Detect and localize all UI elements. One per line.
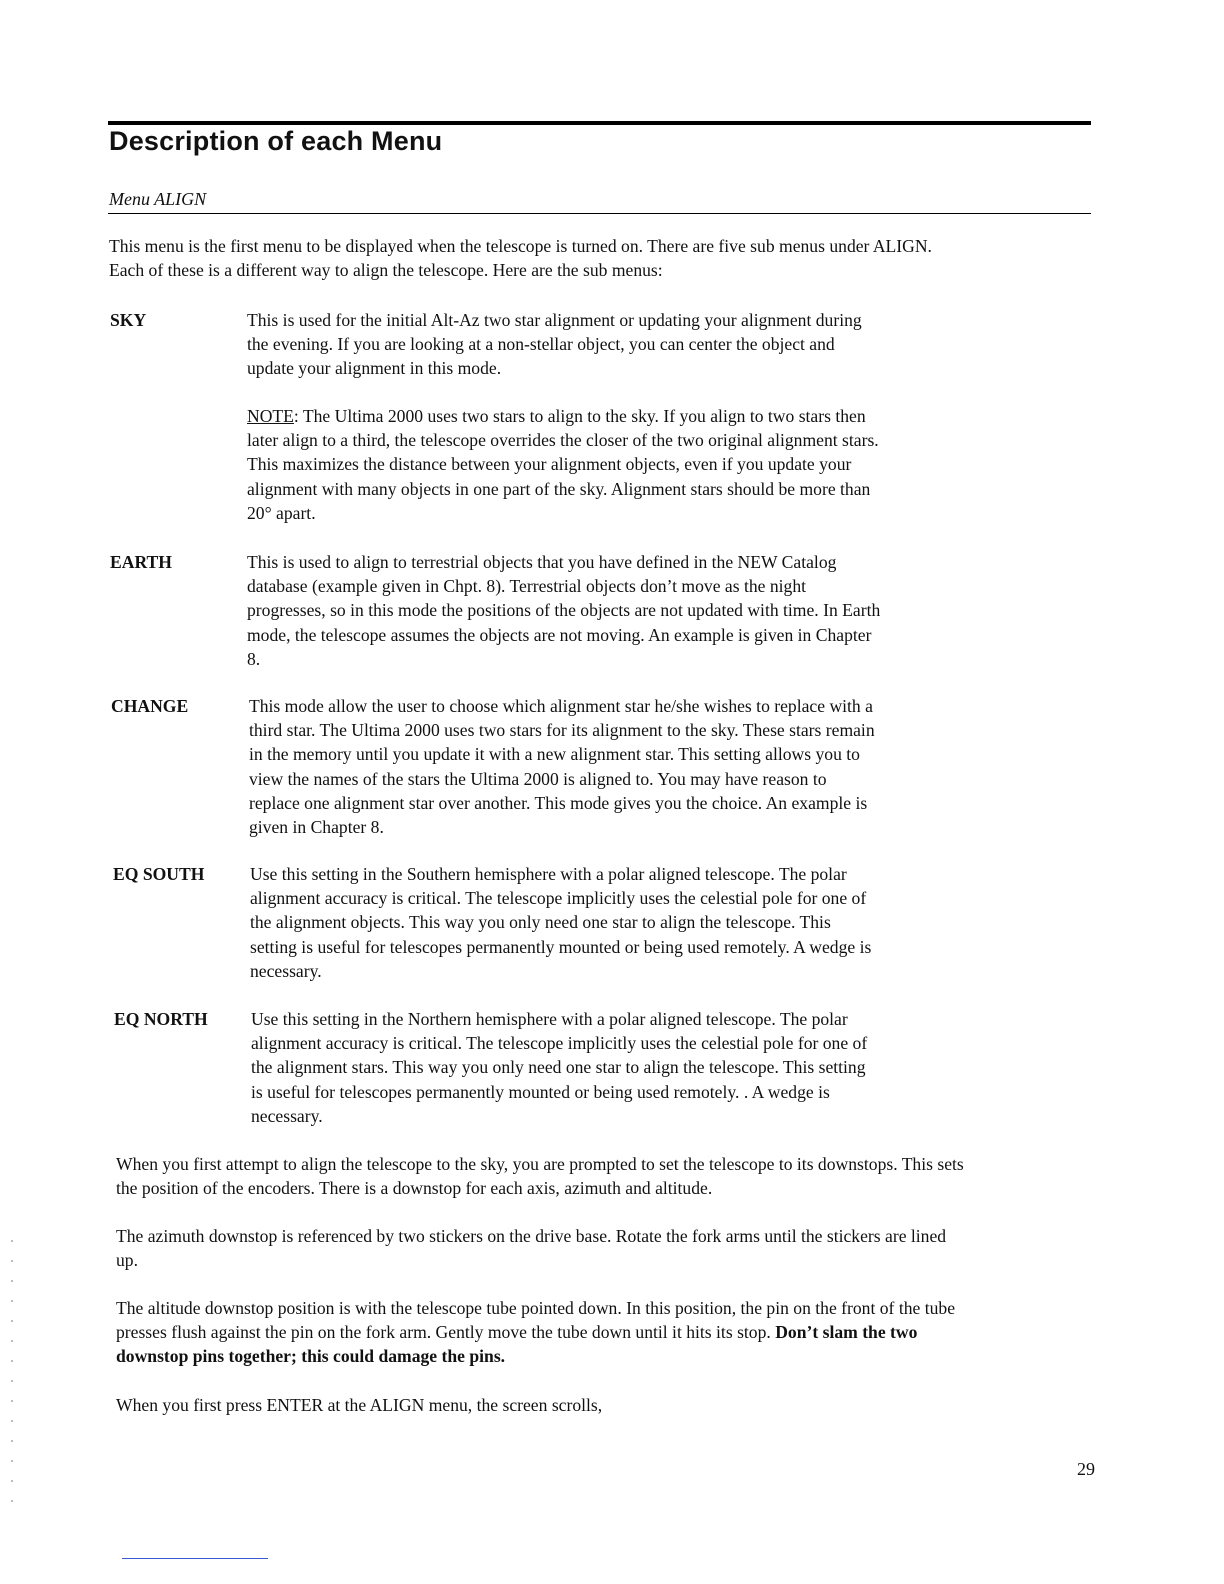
term-eq-south: EQ SOUTH: [113, 864, 205, 884]
section-heading: Menu ALIGN: [109, 189, 207, 209]
term-change: CHANGE: [111, 696, 189, 716]
note-line: alignment with many objects in one part of the sky. Alignment stars should be more than: [247, 478, 871, 499]
definition-line: mode, the telescope assumes the objects are not moving. An example is given in Chapter: [247, 624, 872, 645]
footer-rule: [122, 1558, 268, 1559]
paragraph-line: The azimuth downstop is referenced by two stickers on the drive base. Rotate the fork arms until the stickers are lined: [116, 1226, 947, 1246]
azimuth-paragraph: [116, 1224, 946, 1272]
scan-margin-artifact: [11, 1240, 13, 1510]
definition-line: 8.: [247, 648, 261, 669]
definition-line: the alignment objects. This way you only need one star to align the telescope. This: [250, 912, 831, 933]
downstops-paragraph: [116, 1152, 964, 1200]
definition-eq-south: [250, 862, 871, 983]
section-rule: [108, 213, 1091, 214]
enter-paragraph: When you first press ENTER at the ALIGN menu, the screen scrolls,: [116, 1395, 603, 1415]
altitude-paragraph: [116, 1296, 955, 1369]
definition-line: This is used to align to terrestrial objects that you have defined in the NEW Catalog: [247, 552, 837, 572]
definition-line: Use this setting in the Northern hemisphere with a polar aligned telescope. The polar: [251, 1009, 848, 1029]
definition-line: the alignment stars. This way you only need one star to align the telescope. This setting: [251, 1057, 866, 1078]
definition-line: This mode allow the user to choose which alignment star he/she wishes to replace with a: [249, 696, 873, 716]
term-sky: SKY: [110, 310, 147, 330]
warning-text: downstop pins together; this could damage the pins.: [116, 1346, 506, 1367]
warning-text: Don’t slam the two: [775, 1322, 918, 1343]
definition-change: [249, 694, 875, 839]
term-earth: EARTH: [110, 552, 172, 572]
definition-line: given in Chapter 8.: [249, 817, 384, 838]
definition-line: alignment accuracy is critical. The telescope implicitly uses the celestial pole for one of: [250, 888, 867, 909]
definition-line: in the memory until you update it with a new alignment star. This setting allows you to: [249, 744, 860, 765]
intro-line: Each of these is a different way to align the telescope. Here are the sub menus:: [109, 260, 663, 281]
intro-paragraph: [109, 234, 932, 282]
definition-eq-north: [251, 1007, 867, 1128]
note-line: 20° apart.: [247, 502, 316, 523]
definition-line: replace one alignment star over another. This mode gives you the choice. An example is: [249, 792, 868, 813]
definition-line: necessary.: [251, 1105, 323, 1126]
term-eq-north: EQ NORTH: [114, 1009, 208, 1029]
definition-sky: [247, 308, 862, 381]
paragraph-line: [116, 1320, 955, 1344]
definition-line: setting is useful for telescopes permanently mounted or being used remotely. A wedge is: [250, 936, 872, 957]
page-title: Description of each Menu: [109, 126, 443, 156]
note-line: This maximizes the distance between your alignment objects, even if you update your: [247, 454, 852, 475]
definition-line: third star. The Ultima 2000 uses two stars for its alignment to the sky. These stars remain: [249, 720, 875, 741]
top-rule: [108, 121, 1091, 125]
intro-line: This menu is the first menu to be displayed when the telescope is turned on. There are five sub menus under ALIGN.: [109, 236, 932, 256]
page-number: 29: [1077, 1459, 1095, 1479]
note-text: : The Ultima 2000 uses two stars to align to the sky. If you align to two stars then: [293, 406, 866, 426]
paragraph-text: presses flush against the pin on the fork arm. Gently move the tube down until it hits its stop.: [116, 1322, 776, 1343]
definition-line: database (example given in Chpt. 8). Terrestrial objects don’t move as the night: [247, 576, 807, 597]
definition-line: Use this setting in the Southern hemisphere with a polar aligned telescope. The polar: [250, 864, 847, 884]
paragraph-line: When you first attempt to align the telescope to the sky, you are prompted to set the telescope to its downstops. This sets: [116, 1154, 964, 1174]
definition-line: view the names of the stars the Ultima 2000 is aligned to. You may have reason to: [249, 768, 827, 789]
definition-line: alignment accuracy is critical. The telescope implicitly uses the celestial pole for one of: [251, 1033, 868, 1054]
note-label: NOTE: [247, 406, 294, 426]
sky-note: [247, 404, 879, 525]
note-first-line: [247, 404, 879, 428]
definition-line: necessary.: [250, 960, 322, 981]
definition-line: This is used for the initial Alt-Az two star alignment or updating your alignment during: [247, 310, 862, 330]
note-line: later align to a third, the telescope overrides the closer of the two original alignment stars.: [247, 430, 879, 451]
definition-line: the evening. If you are looking at a non-stellar object, you can center the object and: [247, 334, 835, 355]
paragraph-line: the position of the encoders. There is a downstop for each axis, azimuth and altitude.: [116, 1178, 713, 1199]
definition-earth: [247, 550, 880, 671]
definition-line: is useful for telescopes permanently mounted or being used remotely. . A wedge is: [251, 1081, 830, 1102]
definition-line: progresses, so in this mode the positions of the objects are not updated with time. In Earth: [247, 600, 881, 621]
definition-line: update your alignment in this mode.: [247, 358, 502, 379]
paragraph-line: The altitude downstop position is with the telescope tube pointed down. In this position, the pin on the front of the tube: [116, 1298, 956, 1318]
paragraph-line: up.: [116, 1250, 138, 1271]
